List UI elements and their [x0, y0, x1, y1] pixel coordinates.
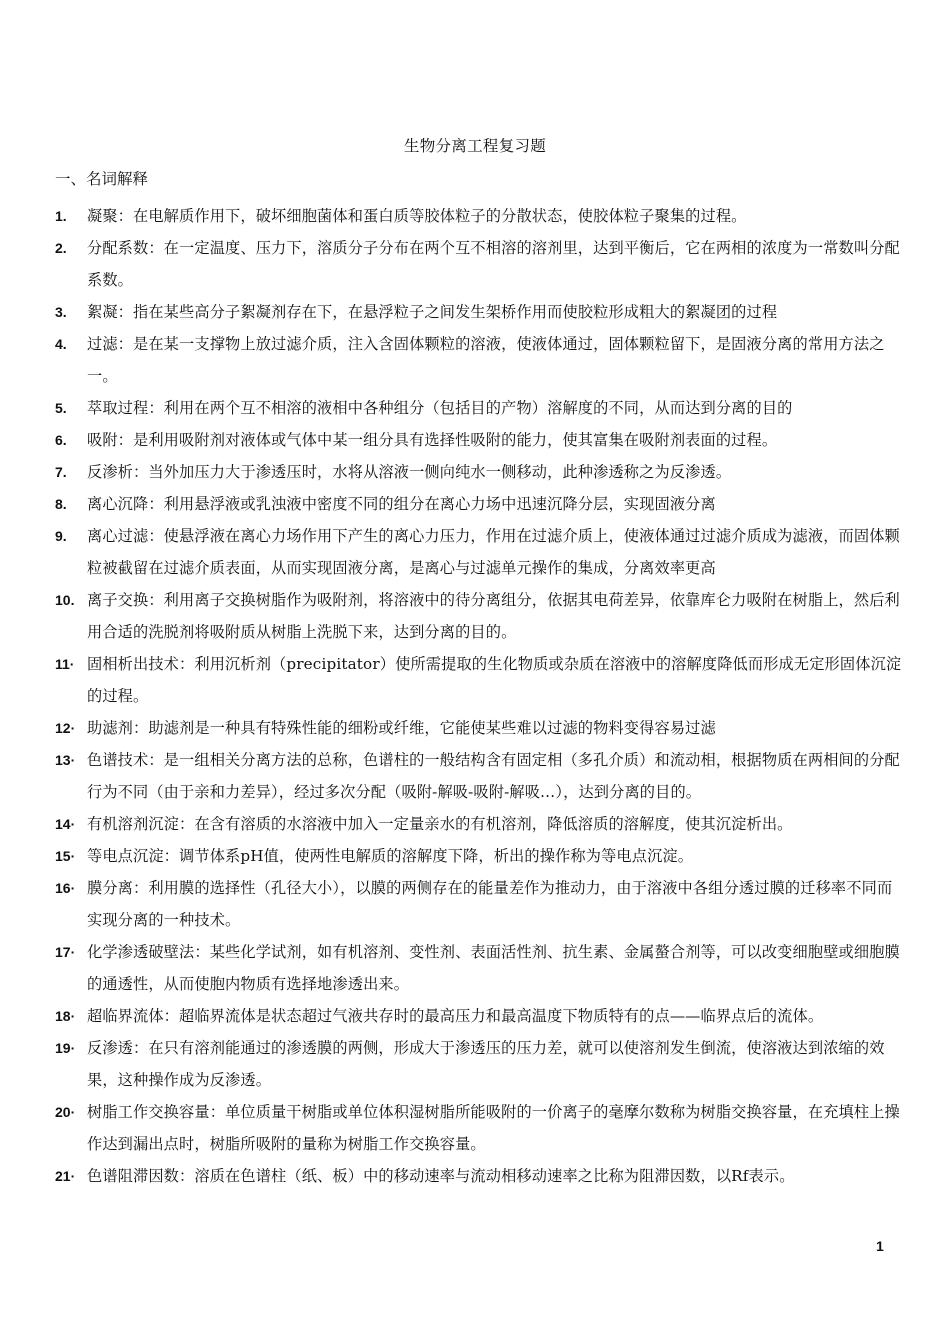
item-number: 15·: [55, 848, 76, 864]
list-item: [55, 392, 905, 424]
list-item: [55, 488, 905, 520]
list-item: [55, 1096, 905, 1160]
item-definition: 等电点沉淀：调节体系pH值，使两性电解质的溶解度下降，析出的操作称为等电点沉淀。: [87, 847, 694, 865]
list-item: [55, 872, 905, 936]
item-number: 4.: [55, 336, 67, 352]
item-definition: 色谱阻滞因数：溶质在色谱柱（纸、板）中的移动速率与流动相移动速率之比称为阻滞因数，以Rf表示。: [87, 1167, 795, 1185]
list-item: [55, 840, 905, 872]
item-definition: 过滤：是在某一支撑物上放过滤介质，注入含固体颗粒的溶液，使液体通过，固体颗粒留下，是固液分离的常用方法之一。: [87, 335, 885, 385]
section-heading: 一、名词解释: [55, 170, 149, 188]
item-definition: 离心过滤：使悬浮液在离心力场作用下产生的离心力压力，作用在过滤介质上，使液体通过过滤介质成为滤液，而固体颗粒被截留在过滤介质表面，从而实现固液分离，是离心与过滤单元操作的集成，分离效率更高: [87, 527, 900, 577]
list-item: [55, 808, 905, 840]
item-definition: 离心沉降：利用悬浮液或乳浊液中密度不同的组分在离心力场中迅速沉降分层，实现固液分离: [87, 495, 716, 513]
document-title: 生物分离工程复习题: [403, 137, 547, 155]
item-definition: 凝聚：在电解质作用下，破坏细胞菌体和蛋白质等胶体粒子的分散状态，使胶体粒子聚集的过程。: [87, 207, 747, 225]
definition-list: [55, 200, 905, 1192]
list-item: [55, 744, 905, 808]
item-definition: 反渗析：当外加压力大于渗透压时，水将从溶液一侧向纯水一侧移动，此种渗透称之为反渗透。: [87, 463, 732, 481]
item-number: 3.: [55, 304, 67, 320]
list-item: [55, 1160, 905, 1192]
item-number: 11·: [55, 656, 75, 672]
list-item: [55, 456, 905, 488]
list-item: [55, 936, 905, 1000]
list-item: [55, 232, 905, 296]
item-definition: 助滤剂：助滤剂是一种具有特殊性能的细粉或纤维，它能使某些难以过滤的物料变得容易过滤: [87, 719, 716, 737]
item-number: 10.: [55, 592, 75, 608]
item-number: 8.: [55, 496, 67, 512]
item-number: 6.: [55, 432, 67, 448]
item-definition: 絮凝：指在某些高分子絮凝剂存在下，在悬浮粒子之间发生架桥作用而使胶粒形成粗大的絮凝团的过程: [87, 303, 778, 321]
item-number: 21·: [55, 1168, 76, 1184]
item-number: 19·: [55, 1040, 76, 1056]
item-number: 12·: [55, 720, 76, 736]
item-number: 9.: [55, 528, 67, 544]
item-definition: 离子交换：利用离子交换树脂作为吸附剂，将溶液中的待分离组分，依据其电荷差异，依靠库仑力吸附在树脂上，然后利用合适的洗脱剂将吸附质从树脂上洗脱下来，达到分离的目的。: [87, 591, 900, 641]
item-definition: 吸附：是利用吸附剂对液体或气体中某一组分具有选择性吸附的能力，使其富集在吸附剂表面的过程。: [87, 431, 778, 449]
list-item: [55, 1000, 905, 1032]
list-item: [55, 648, 905, 712]
item-number: 18·: [55, 1008, 76, 1024]
item-number: 2.: [55, 240, 67, 256]
item-number: 16·: [55, 880, 76, 896]
list-item: [55, 328, 905, 392]
item-definition: 超临界流体：超临界流体是状态超过气液共存时的最高压力和最高温度下物质特有的点——临界点后的流体。: [87, 1007, 824, 1025]
item-definition: 化学渗透破壁法：某些化学试剂，如有机溶剂、变性剂、表面活性剂、抗生素、金属螯合剂等，可以改变细胞壁或细胞膜的通透性，从而使胞内物质有选择地渗透出来。: [87, 943, 900, 993]
item-number: 13·: [55, 752, 76, 768]
item-number: 20·: [55, 1104, 76, 1120]
list-item: [55, 584, 905, 648]
item-definition: 色谱技术：是一组相关分离方法的总称，色谱柱的一般结构含有固定相（多孔介质）和流动相，根据物质在两相间的分配行为不同（由于亲和力差异），经过多次分配（吸附-解吸-吸附-解吸…），达到分离的目的。: [87, 751, 900, 801]
list-item: [55, 424, 905, 456]
item-definition: 树脂工作交换容量：单位质量干树脂或单位体积湿树脂所能吸附的一价离子的毫摩尔数称为树脂交换容量，在充填柱上操作达到漏出点时，树脂所吸附的量称为树脂工作交换容量。: [87, 1103, 900, 1153]
page-number: 1: [876, 1238, 884, 1254]
item-number: 17·: [55, 944, 76, 960]
item-definition: 反渗透：在只有溶剂能通过的渗透膜的两侧，形成大于渗透压的压力差，就可以使溶剂发生倒流，使溶液达到浓缩的效果，这种操作成为反渗透。: [87, 1039, 885, 1089]
item-definition: 膜分离：利用膜的选择性（孔径大小），以膜的两侧存在的能量差作为推动力，由于溶液中各组分透过膜的迁移率不同而实现分离的一种技术。: [87, 879, 893, 929]
item-number: 14·: [55, 816, 76, 832]
list-item: [55, 712, 905, 744]
item-definition: 固相析出技术：利用沉析剂（precipitator）使所需提取的生化物质或杂质在溶液中的溶解度降低而形成无定形固体沉淀的过程。: [87, 655, 902, 705]
list-item: [55, 1032, 905, 1096]
list-item: [55, 296, 905, 328]
item-definition: 萃取过程：利用在两个互不相溶的液相中各种组分（包括目的产物）溶解度的不同，从而达到分离的目的: [87, 399, 793, 417]
item-number: 1.: [55, 208, 67, 224]
list-item: [55, 520, 905, 584]
item-definition: 分配系数：在一定温度、压力下，溶质分子分布在两个互不相溶的溶剂里，达到平衡后，它在两相的浓度为一常数叫分配系数。: [87, 239, 900, 289]
item-number: 5.: [55, 400, 67, 416]
item-number: 7.: [55, 464, 67, 480]
item-definition: 有机溶剂沉淀：在含有溶质的水溶液中加入一定量亲水的有机溶剂，降低溶质的溶解度，使其沉淀析出。: [87, 815, 793, 833]
list-item: [55, 200, 905, 232]
